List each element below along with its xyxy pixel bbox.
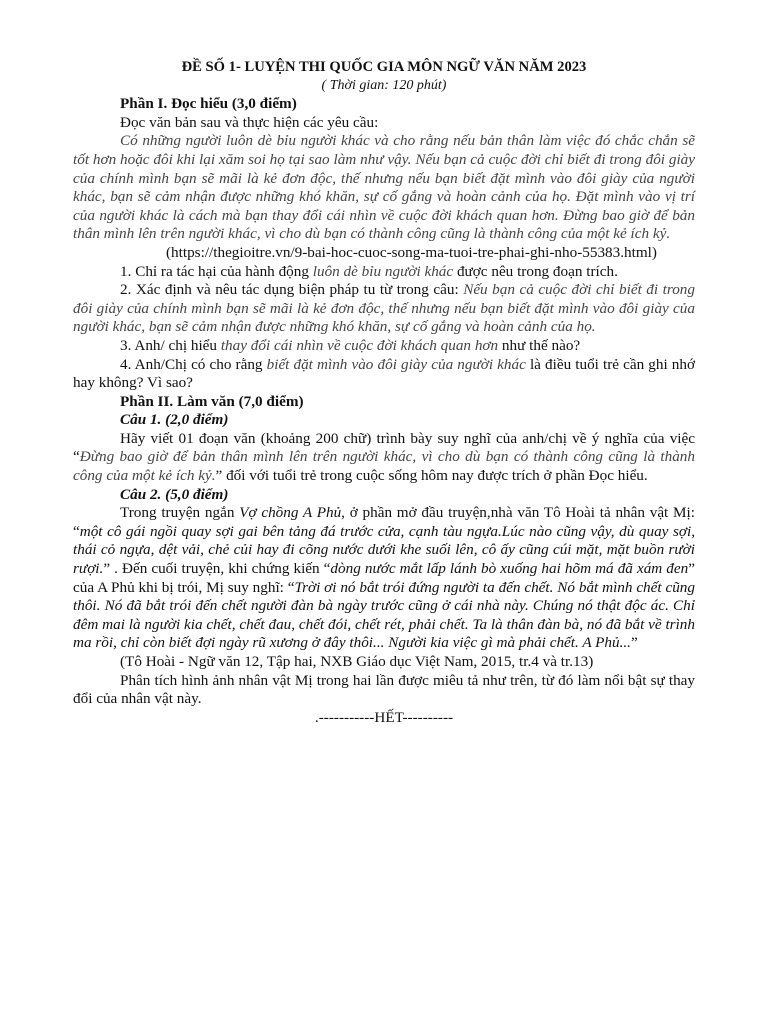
cau2-task: Phân tích hình ảnh nhân vật Mị trong hai lần được miêu tả như trên, từ đó làm nổi bật sự thay đổi của nhân vật này. (73, 671, 695, 708)
exam-page (73, 58, 695, 727)
part1-instruction: Đọc văn bản sau và thực hiện các yêu cầu: (120, 113, 379, 131)
source-link-text: (https://thegioitre.vn/9-bai-hoc-cuoc-song-ma-tuoi-tre-phai-ghi-nho-55383.html) (166, 243, 657, 261)
exam-title: ĐỀ SỐ 1- LUYỆN THI QUỐC GIA MÔN NGỮ VĂN NĂM 2023 (181, 59, 587, 75)
question-3: 3. Anh/ chị hiểu thay đổi cái nhìn về cuộc đời khách quan hơn như thế nào? (120, 336, 581, 354)
part2-heading: Phần II. Làm văn (7,0 điểm) (120, 392, 304, 410)
question-4: 4. Anh/Chị có cho rằng biết đặt mình vào đôi giày của người khác là điều tuổi trẻ cần ghi nhớ hay không? Vì sao? (73, 355, 696, 392)
part1-heading: Phần I. Đọc hiểu (3,0 điểm) (120, 95, 297, 113)
cau1-prompt: Hãy viết 01 đoạn văn (khoảng 200 chữ) trình bày suy nghĩ của anh/chị về ý nghĩa của việc “Đừng bao giờ để bản thân mình lên trên người khác, vì cho dù bạn có thành công cũng là thành công của một kẻ ích kỷ.” đối với tuổi trẻ trong cuộc sống hôm nay được trích ở phần Đọc hiểu. (73, 429, 695, 485)
cau2-prompt: Trong truyện ngắn Vợ chồng A Phủ, ở phần mở đầu truyện,nhà văn Tô Hoài tả nhân vật Mị: “một cô gái ngồi quay sợi gai bên tảng đá trước cửa, cạnh tàu ngựa.Lúc nào cũng vậy, dù quay sợi, thái cỏ ngựa, dệt vải, chẻ củi hay đi cõng nước dưới khe suối lên, cô ấy cũng cúi mặt, mặt buồn rười rượi.” . Đến cuối truyện, khi chứng kiến “dòng nước mắt lấp lánh bò xuống hai hõm má đã xám đen” của A Phủ khi bị trói, Mị suy nghĩ: “Trời ơi nó bắt trói đứng người ta đến chết. Nó bắt mình chết cũng thôi. Nó đã bắt trói đến chết người đàn bà ngày trước cũng ở cái nhà này. Chúng nó thật độc ác. Chỉ đêm mai là người kia chết, chết đau, chết đói, chết rét, phải chết. Ta là thân đàn bà, nó đã bắt về trình ma rồi, chỉ còn biết đợi ngày rũ xương ở đây thôi... Người kia việc gì mà phải chết. A Phủ...” (73, 504, 695, 652)
exam-time: ( Thời gian: 120 phút) (321, 77, 447, 93)
cau2-source: (Tô Hoài - Ngữ văn 12, Tập hai, NXB Giáo dục Việt Nam, 2015, tr.4 và tr.13) (120, 653, 594, 670)
passage-source (73, 244, 695, 263)
cau2-heading: Câu 2. (5,0 điểm) (120, 485, 229, 503)
end-marker: .-----------HẾT---------- (314, 708, 454, 726)
reading-passage: Có những người luôn dè bỉu người khác và cho rằng nếu bản thân làm việc đó chắc chắn sẽ tốt hơn hoặc đôi khi lại xăm soi họ tại sao làm như vậy. Nếu bạn cả cuộc đời chỉ biết đi trong đôi giày của chính mình bạn sẽ mãi là kẻ đơn độc, thế nhưng nếu bạn biết đặt mình vào đôi giày của người khác, bạn sẽ cảm nhận được những khó khăn, sự cố gắng và hoàn cảnh của họ. Đặt mình vào vị trí của người khác là cách mà bạn thay đổi cái nhìn về cuộc đời khách quan hơn. Đừng bao giờ để bản thân mình lên trên người khác, vì cho dù bạn có thành công cũng là thành công của một kẻ ích kỷ. (73, 132, 695, 243)
question-1: 1. Chỉ ra tác hại của hành động luôn dè bỉu người khác được nêu trong đoạn trích. (120, 262, 618, 280)
cau1-heading: Câu 1. (2,0 điểm) (120, 411, 229, 429)
question-2: 2. Xác định và nêu tác dụng biện pháp tu từ trong câu: Nếu bạn cả cuộc đời chỉ biết đi trong đôi giày của chính mình bạn sẽ mãi là kẻ đơn độc, thế nhưng nếu bạn biết đặt mình vào đôi giày của người khác, bạn sẽ cảm nhận được những khó khăn, sự cố gắng và hoàn cảnh của họ. (73, 281, 695, 336)
